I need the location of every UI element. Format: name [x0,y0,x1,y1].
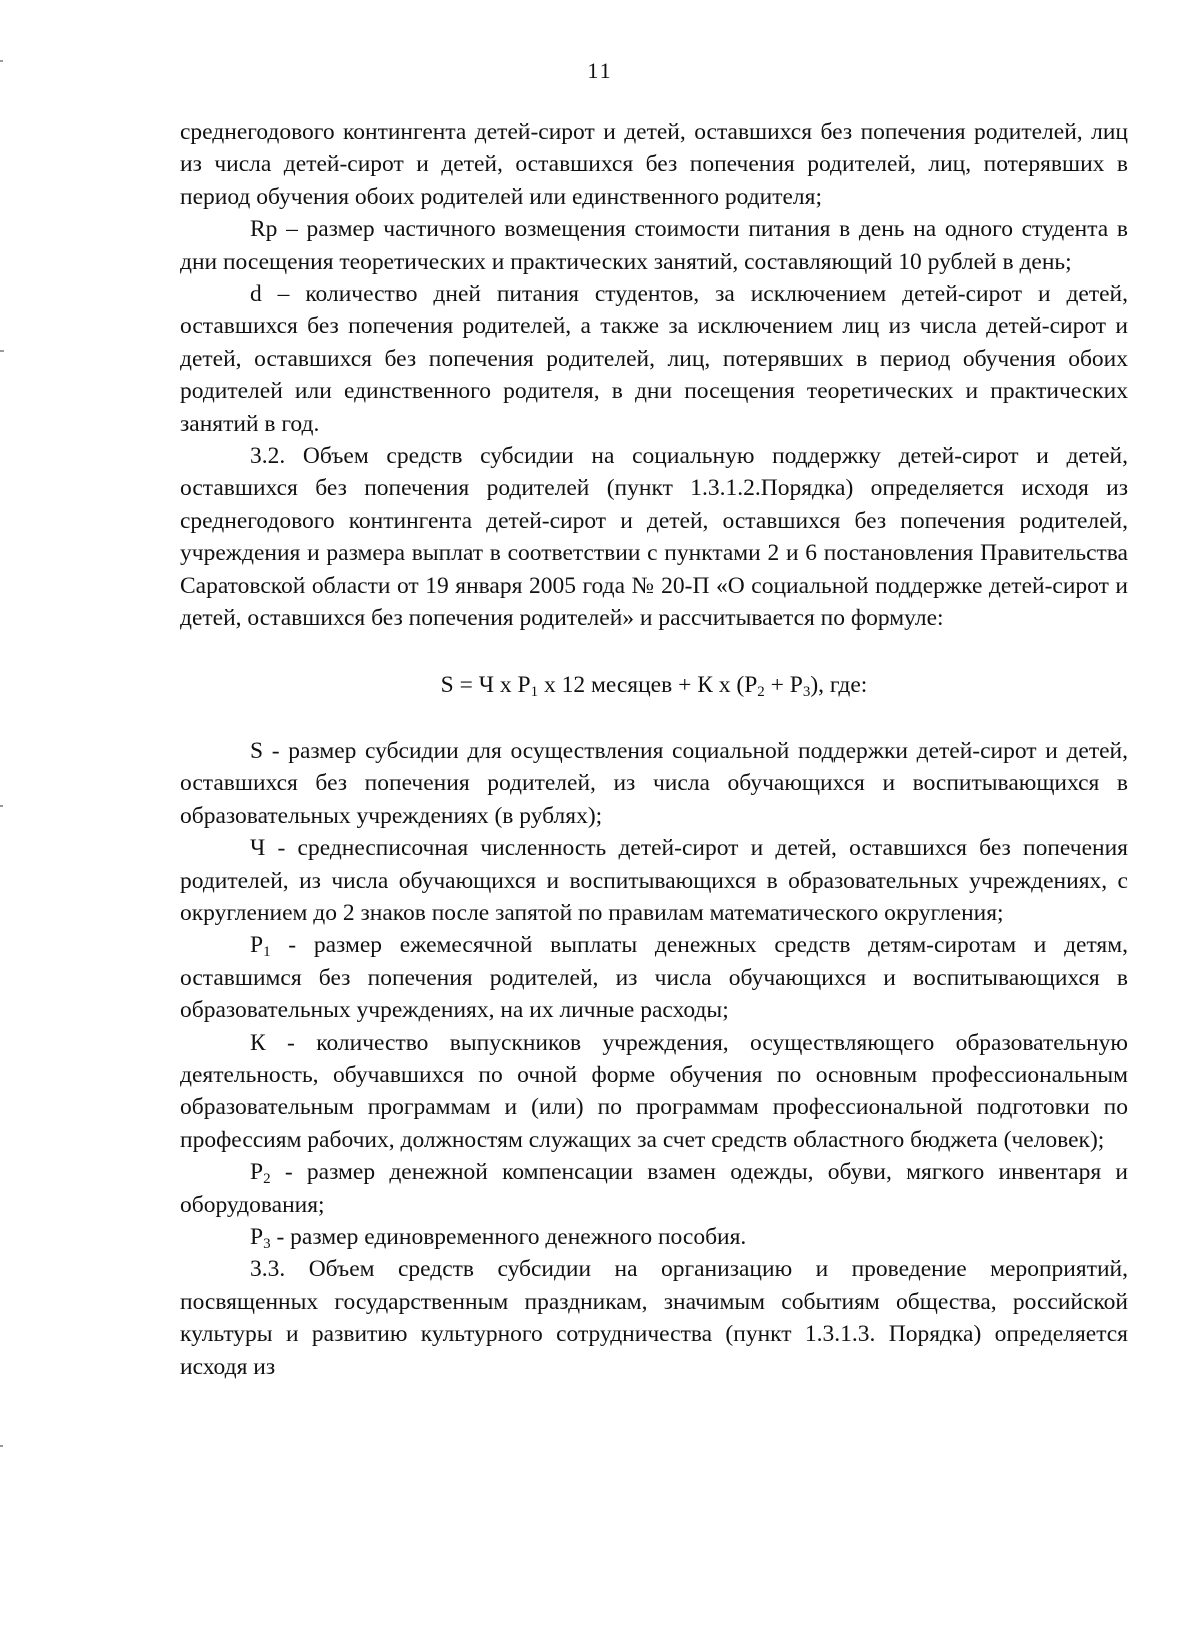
symbol-subscript: 3 [263,1236,271,1252]
paragraph-continuation: среднегодового контингента детей-сирот и детей, оставшихся без попечения родителей, лиц из числа детей-сирот и детей, оставшихся без попечения родителей, лиц, потерявших в период обучения обоих родителей или единственного родителя; [180,119,1128,210]
scan-edge-mark-left [0,350,4,352]
symbol-subscript: 1 [263,944,271,961]
paragraph-s-definition: S - размер субсидии для осуществления социальной поддержки детей-сирот и детей, оставшихся без попечения родителей, из числа обучающихся и воспитывающихся в образовательных учреждениях (в рублях); [180,737,1128,829]
symbol-subscript: 2 [263,1171,271,1188]
paragraph-p2-definition [180,1156,1128,1221]
paragraph-p1-definition [180,929,1128,1026]
formula-part: х 12 месяцев + К х (P [538,671,758,698]
formula-subscript: 2 [757,683,765,700]
paragraph-ch-definition: Ч - среднесписочная численность детей-сирот и детей, оставшихся без попечения родителей, из числа обучающихся и воспитывающихся в образовательных учреждениях, с округлением до 2 знаков после запятой по правилам математического округления; [180,835,1128,926]
paragraph-section-3-3: 3.3. Объем средств субсидии на организацию и проведение мероприятий, посвященных государственным праздникам, значимым событиям общества, российской культуры и развитию культурного сотрудничества (пункт 1.3.1.3. Порядка) определяется исходя из [180,1256,1128,1380]
formula [180,669,1128,701]
definition-text: - размер единовременного денежного пособия. [270,1224,747,1250]
paragraph-k-definition: К - количество выпускников учреждения, осуществляющего образовательную деятельность, обучавшихся по очной форме обучения по основным профессиональным образовательным программам и (или) по программам профессиональной подготовки по профессиям рабочих, должностям служащих за счет средств областного бюджета (человек); [180,1029,1128,1153]
paragraph-section-3-2: 3.2. Объем средств субсидии на социальную поддержку детей-сирот и детей, оставшихся без попечения родителей (пункт 1.3.1.2.Порядка) определяется исходя из среднегодового контингента детей-сирот и детей, оставшихся без попечения родителей, учреждения и размера выплат в соответствии с пунктами 2 и 6 постановления Правительства Саратовской области от 19 января 2005 года № 20-П «О социальной поддержке детей-сирот и детей, оставшихся без попечения родителей» и рассчитывается по формуле: [180,443,1128,632]
definition-text: - размер денежной компенсации взамен одежды, обуви, мягкого инвентаря и оборудования; [180,1159,1128,1218]
formula-subscript: 3 [802,683,811,700]
paragraph-d-definition: d – количество дней питания студентов, за исключением детей-сирот и детей, оставшихся без попечения родителей, а также за исключением лиц из числа детей-сирот и детей, оставшихся без попечения родителей, лиц, потерявших в период обучения обоих родителей или единственного родителя, в дни посещения теоретических и практических занятий в год. [180,281,1128,437]
document-body [180,116,1128,1383]
symbol-p: P [250,932,264,959]
symbol-p: P [250,1224,264,1250]
paragraph-p3-definition [180,1221,1128,1253]
paragraph-rp-definition: Rp – размер частичного возмещения стоимости питания в день на одного студента в дни посещения теоретических и практических занятий, составляющий 10 рублей в день; [180,216,1128,275]
scan-edge-mark-left [0,805,3,807]
scan-edge-mark-left [0,1445,3,1447]
formula-part: + P [764,671,803,698]
formula-part: S = Ч х P [440,671,531,698]
formula-part: ), где: [810,671,868,698]
page-number: 11 [587,58,613,83]
formula-subscript: 1 [530,683,539,700]
definition-text: - размер ежемесячной выплаты денежных средств детям-сиротам и детям, оставшимся без попечения родителей, из числа обучающихся и воспитывающихся в образовательных учреждениях, на их личные расходы; [180,932,1128,1024]
symbol-p: P [250,1159,264,1186]
